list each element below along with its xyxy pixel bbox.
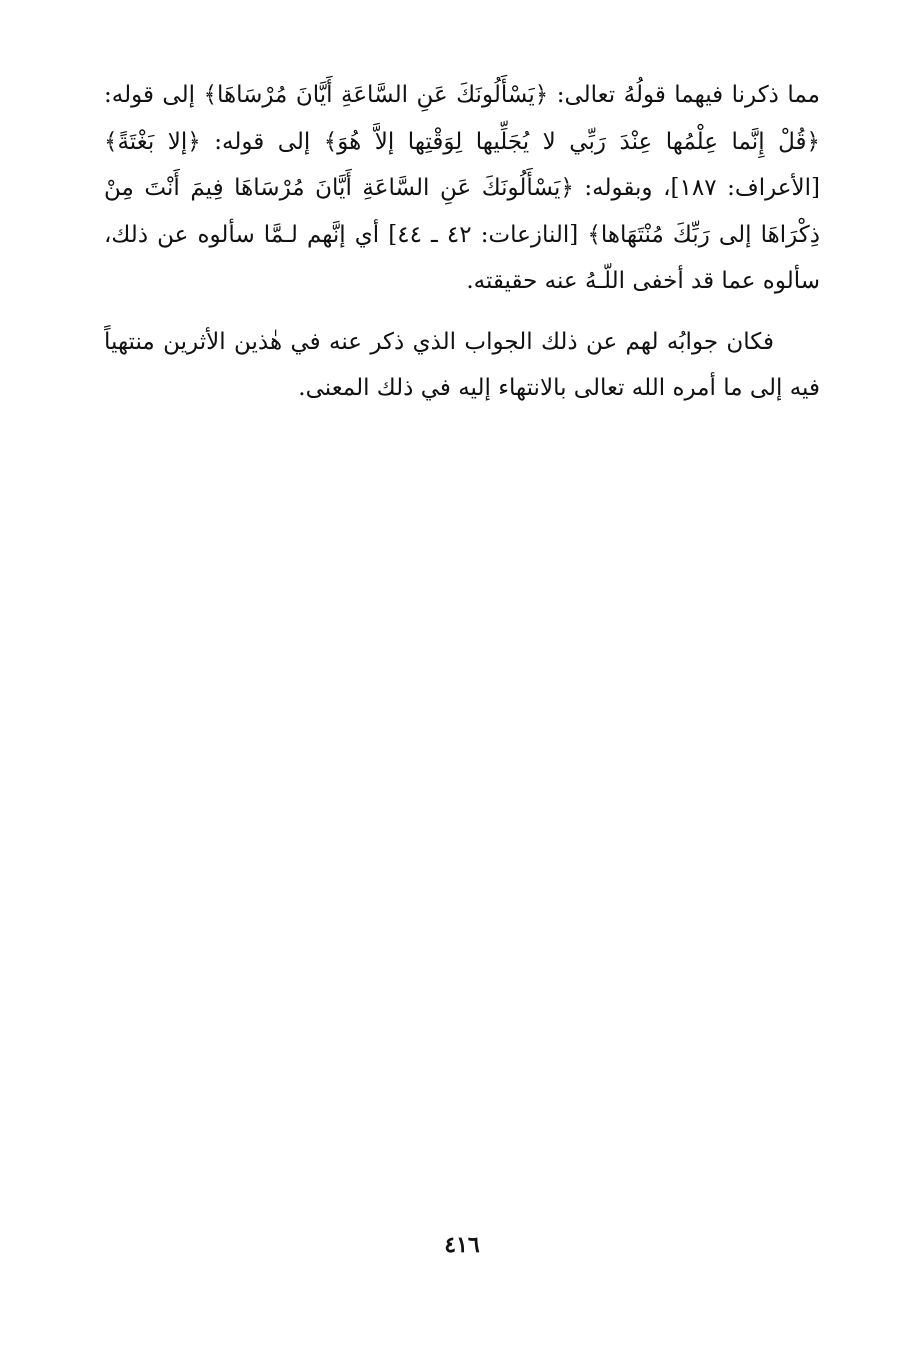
page-number: ٤١٦	[444, 1232, 480, 1258]
body-text	[104, 72, 820, 412]
paragraph-conclusion: فكان جوابُه لهم عن ذلك الجواب الذي ذكر عنه في هٰذين الأثرين منتهياً فيه إلى ما أمره الله تعالى بالانتهاء إليه في ذلك المعنى.	[104, 328, 820, 401]
paragraph-quran-verses: مما ذكرنا فيهما قولُهُ تعالى: ﴿يَسْأَلُونَكَ عَنِ السَّاعَةِ أَيَّانَ مُرْسَاهَا﴾ إلى قوله: ﴿قُلْ إِنَّما عِلْمُها عِنْدَ رَبِّي لا يُجَلِّيها لِوَقْتِها إلاَّ هُوَ﴾ إلى قوله: ﴿إلا بَغْتَةً﴾ [الأعراف: ١٨٧]، وبقوله: ﴿يَسْأَلُونَكَ عَنِ السَّاعَةِ أَيَّانَ مُرْسَاهَا فِيمَ أَنْتَ مِنْ ذِكْرَاهَا إلى رَبِّكَ مُنْتَهَاها﴾ [النازعات: ٤٢ ـ ٤٤] أي إنَّهم لـمَّا سألوه عن ذلك، سألوه عما قد أخفى اللّـهُ عنه حقيقته.	[104, 82, 820, 294]
